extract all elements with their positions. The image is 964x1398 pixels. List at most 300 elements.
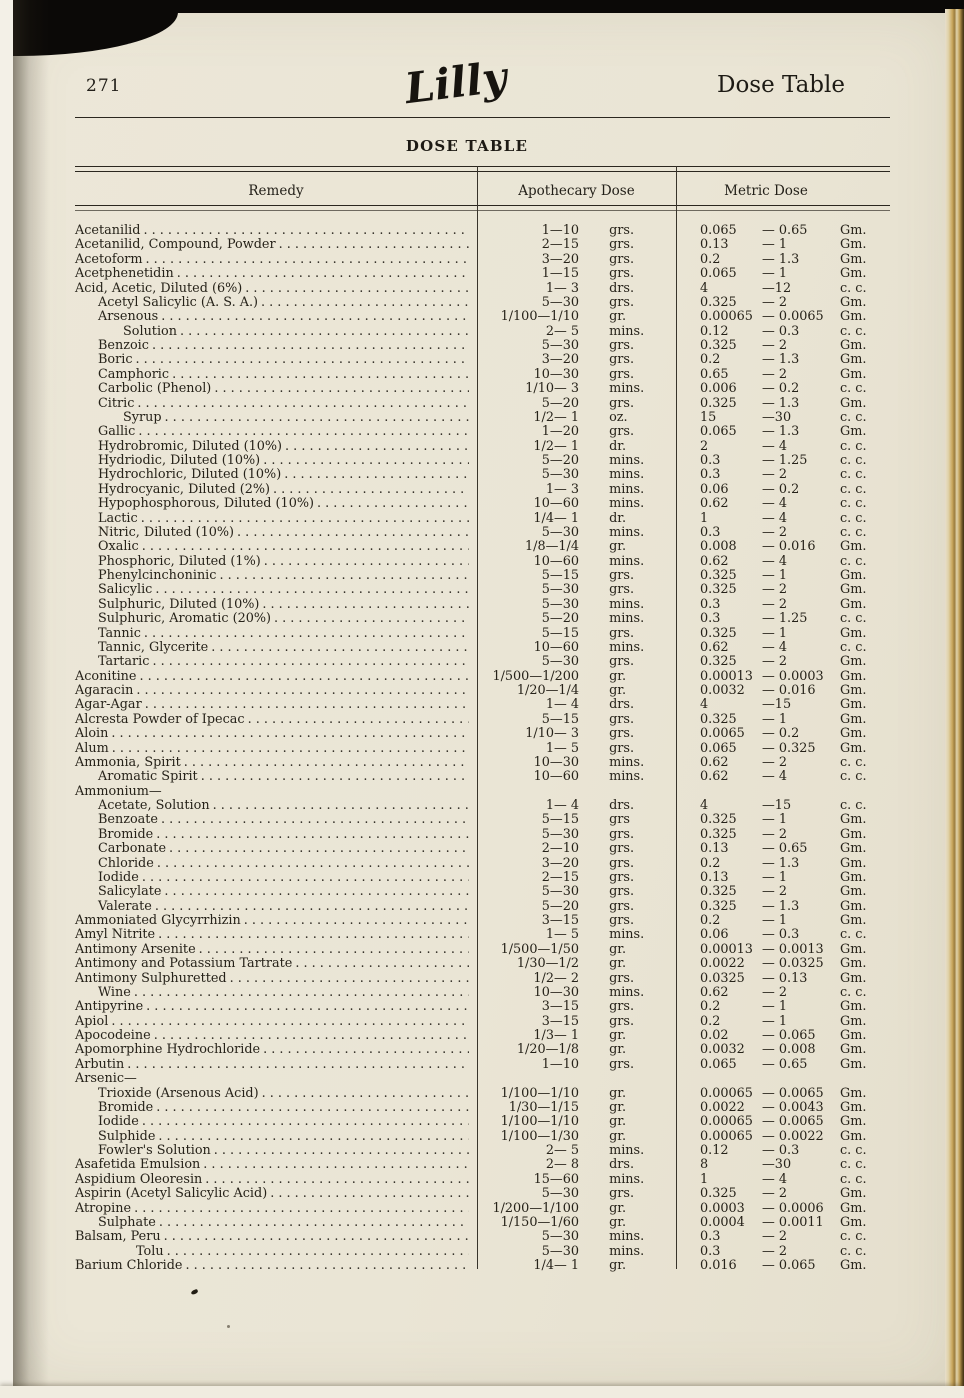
apothecary-unit: mins. bbox=[609, 323, 645, 339]
apothecary-unit: mins. bbox=[609, 496, 645, 512]
remedy-name: Antimony and Potassium Tartrate bbox=[75, 956, 293, 972]
table-row bbox=[75, 928, 890, 942]
dot-leader bbox=[261, 296, 469, 310]
remedy-name: Acetanilid, Compound, Powder bbox=[75, 237, 276, 253]
remedy-cell bbox=[75, 785, 477, 799]
apothecary-unit: gr. bbox=[609, 1214, 627, 1230]
remedy-cell bbox=[75, 1158, 477, 1172]
metric-unit: Gm. bbox=[840, 654, 867, 670]
dot-leader bbox=[237, 526, 469, 540]
apothecary-unit: grs. bbox=[609, 970, 635, 986]
metric-max: — 0.0065 bbox=[762, 1085, 824, 1101]
apothecary-unit: gr. bbox=[609, 1200, 627, 1216]
metric-dose-cell bbox=[676, 425, 890, 439]
metric-dose-cell bbox=[676, 1187, 890, 1201]
metric-dose-cell bbox=[676, 842, 890, 856]
apothecary-range: 10—60 bbox=[533, 769, 579, 785]
dot-leader bbox=[136, 353, 470, 367]
metric-unit: Gm. bbox=[840, 625, 867, 641]
remedy-cell bbox=[75, 1216, 477, 1230]
metric-dose-cell bbox=[676, 928, 890, 942]
metric-max: — 2 bbox=[762, 826, 788, 842]
dot-leader bbox=[157, 857, 469, 871]
apothecary-range: 1/30—1/2 bbox=[516, 956, 579, 972]
remedy-name: Sulphuric, Aromatic (20%) bbox=[98, 611, 272, 627]
apothecary-range: 3—20 bbox=[541, 855, 579, 871]
table-row bbox=[75, 813, 890, 827]
table-row bbox=[75, 914, 890, 928]
apothecary-range: 5—30 bbox=[541, 524, 579, 540]
apothecary-range: 5—30 bbox=[541, 582, 579, 598]
apothecary-range: 1/8—1/4 bbox=[525, 539, 579, 555]
apothecary-unit: grs. bbox=[609, 237, 635, 253]
apothecary-range: 5—30 bbox=[541, 1186, 579, 1202]
metric-min: 1 bbox=[700, 1171, 709, 1187]
dot-leader bbox=[158, 928, 469, 942]
apothecary-range: 10—30 bbox=[533, 366, 579, 382]
metric-max: — 2 bbox=[762, 524, 788, 540]
metric-max: — 2 bbox=[762, 884, 788, 900]
metric-min: 0.2 bbox=[700, 1013, 721, 1029]
metric-min: 15 bbox=[700, 409, 717, 425]
dot-leader bbox=[161, 813, 469, 827]
metric-dose-cell bbox=[676, 282, 890, 296]
metric-min: 0.0065 bbox=[700, 726, 745, 742]
remedy-name: Amyl Nitrite bbox=[75, 927, 156, 943]
apothecary-range: 5—30 bbox=[541, 884, 579, 900]
metric-unit: Gm. bbox=[840, 366, 867, 382]
metric-unit: Gm. bbox=[840, 1128, 867, 1144]
remedy-name: Antipyrine bbox=[75, 999, 144, 1015]
apothecary-dose-cell bbox=[477, 670, 676, 684]
apothecary-unit: mins. bbox=[609, 927, 645, 943]
metric-min: 0.3 bbox=[700, 524, 721, 540]
metric-unit: Gm. bbox=[840, 223, 867, 238]
dot-leader bbox=[262, 598, 469, 612]
metric-dose-cell bbox=[676, 583, 890, 597]
metric-dose-cell bbox=[676, 1115, 890, 1129]
metric-min: 0.325 bbox=[700, 582, 737, 598]
remedy-cell bbox=[75, 224, 477, 238]
metric-min: 0.2 bbox=[700, 352, 721, 368]
apothecary-unit: mins. bbox=[609, 769, 645, 785]
metric-dose-cell bbox=[676, 986, 890, 1000]
apothecary-dose-cell bbox=[477, 526, 676, 540]
metric-unit: Gm. bbox=[840, 582, 867, 598]
remedy-cell bbox=[75, 857, 477, 871]
apothecary-dose-cell bbox=[477, 368, 676, 382]
apothecary-dose-cell bbox=[477, 785, 676, 799]
metric-unit: c. c. bbox=[840, 769, 867, 785]
metric-min: 0.065 bbox=[700, 223, 737, 238]
remedy-name: Tannic bbox=[98, 625, 141, 641]
metric-unit: Gm. bbox=[840, 826, 867, 842]
metric-dose-cell bbox=[676, 310, 890, 324]
apothecary-dose-cell bbox=[477, 1245, 676, 1259]
apothecary-dose-cell bbox=[477, 1259, 676, 1273]
metric-max: — 0.008 bbox=[762, 1042, 816, 1058]
table-row bbox=[75, 238, 890, 252]
metric-max: — 2 bbox=[762, 467, 788, 483]
table-row bbox=[75, 1029, 890, 1043]
remedy-name: Acid, Acetic, Diluted (6%) bbox=[75, 280, 243, 296]
dot-leader bbox=[184, 756, 469, 770]
metric-unit: c. c. bbox=[840, 453, 867, 468]
table-row bbox=[75, 1230, 890, 1244]
metric-max: —30 bbox=[762, 1157, 792, 1173]
apothecary-range: 1— 4 bbox=[545, 697, 579, 713]
apothecary-range: 1/2— 1 bbox=[533, 409, 579, 425]
metric-min: 0.325 bbox=[700, 898, 737, 914]
metric-unit: Gm. bbox=[840, 898, 867, 914]
remedy-name: Arbutin bbox=[75, 1056, 125, 1072]
remedy-name: Boric bbox=[98, 352, 133, 368]
remedy-cell bbox=[75, 1000, 477, 1014]
apothecary-unit: mins. bbox=[609, 596, 645, 612]
apothecary-unit: grs. bbox=[609, 266, 635, 282]
apothecary-range: 5—30 bbox=[541, 1229, 579, 1245]
table-row bbox=[75, 885, 890, 899]
remedy-cell bbox=[75, 1144, 477, 1158]
apothecary-unit: mins. bbox=[609, 754, 645, 770]
apothecary-unit: mins. bbox=[609, 524, 645, 540]
apothecary-range: 1/150—1/60 bbox=[500, 1214, 579, 1230]
metric-dose-cell bbox=[676, 698, 890, 712]
metric-max: — 1.3 bbox=[762, 424, 800, 440]
metric-min: 0.0325 bbox=[700, 970, 745, 986]
metric-min: 0.325 bbox=[700, 294, 737, 310]
apothecary-dose-cell bbox=[477, 382, 676, 396]
apothecary-range: 1/20—1/8 bbox=[516, 1042, 579, 1058]
dot-leader bbox=[156, 1101, 469, 1115]
apothecary-dose-cell bbox=[477, 1202, 676, 1216]
metric-dose-cell bbox=[676, 857, 890, 871]
metric-min: 0.325 bbox=[700, 711, 737, 727]
remedy-cell bbox=[75, 282, 477, 296]
metric-dose-cell bbox=[676, 497, 890, 511]
metric-unit: c. c. bbox=[840, 524, 867, 540]
remedy-cell bbox=[75, 698, 477, 712]
dot-leader bbox=[145, 698, 469, 712]
apothecary-unit: gr. bbox=[609, 309, 627, 325]
remedy-cell bbox=[75, 454, 477, 468]
metric-unit: Gm. bbox=[840, 237, 867, 253]
apothecary-dose-cell bbox=[477, 885, 676, 899]
remedy-name: Hydrocyanic, Diluted (2%) bbox=[98, 481, 271, 497]
metric-unit: Gm. bbox=[840, 395, 867, 411]
metric-dose-cell bbox=[676, 468, 890, 482]
apothecary-unit: grs. bbox=[609, 884, 635, 900]
apothecary-range: 5—20 bbox=[541, 453, 579, 468]
metric-unit: Gm. bbox=[840, 726, 867, 742]
metric-unit: Gm. bbox=[840, 1258, 867, 1273]
metric-dose-cell bbox=[676, 1015, 890, 1029]
remedy-name: Salicylic bbox=[98, 582, 153, 598]
metric-min: 0.016 bbox=[700, 1258, 737, 1273]
apothecary-range: 1/2— 1 bbox=[533, 438, 579, 454]
apothecary-range: 5—30 bbox=[541, 1243, 579, 1259]
metric-dose-cell bbox=[676, 957, 890, 971]
table-row bbox=[75, 411, 890, 425]
metric-unit: Gm. bbox=[840, 596, 867, 612]
metric-max: — 1.3 bbox=[762, 352, 800, 368]
metric-max: — 0.0013 bbox=[762, 941, 824, 957]
table-row bbox=[75, 612, 890, 626]
remedy-cell bbox=[75, 900, 477, 914]
apothecary-dose-cell bbox=[477, 253, 676, 267]
metric-dose-cell bbox=[676, 598, 890, 612]
apothecary-unit: grs. bbox=[609, 654, 635, 670]
remedy-cell bbox=[75, 770, 477, 784]
metric-unit: c. c. bbox=[840, 639, 867, 655]
metric-unit: Gm. bbox=[840, 855, 867, 871]
remedy-cell bbox=[75, 497, 477, 511]
metric-unit: Gm. bbox=[840, 1013, 867, 1029]
apothecary-dose-cell bbox=[477, 1029, 676, 1043]
metric-min: 0.0022 bbox=[700, 956, 745, 972]
apothecary-unit: mins. bbox=[609, 611, 645, 627]
remedy-cell bbox=[75, 1115, 477, 1129]
apothecary-range: 10—60 bbox=[533, 553, 579, 569]
metric-max: — 1.25 bbox=[762, 453, 808, 468]
apothecary-unit: drs. bbox=[609, 697, 635, 713]
remedy-cell bbox=[75, 1015, 477, 1029]
table-row bbox=[75, 1000, 890, 1014]
metric-max: — 0.65 bbox=[762, 1056, 808, 1072]
dot-leader bbox=[164, 885, 469, 899]
dot-leader bbox=[180, 325, 469, 339]
table-row bbox=[75, 655, 890, 669]
metric-unit: c. c. bbox=[840, 1243, 867, 1259]
metric-unit: Gm. bbox=[840, 884, 867, 900]
dot-leader bbox=[167, 1245, 469, 1259]
remedy-name: Sulphide bbox=[98, 1128, 156, 1144]
metric-dose-cell bbox=[676, 296, 890, 310]
metric-max: — 1 bbox=[762, 869, 788, 885]
metric-dose-cell bbox=[676, 1230, 890, 1244]
remedy-cell bbox=[75, 598, 477, 612]
metric-unit: c. c. bbox=[840, 927, 867, 943]
apothecary-range: 1— 3 bbox=[545, 481, 579, 497]
metric-min: 4 bbox=[700, 697, 709, 713]
apothecary-range: 1—10 bbox=[541, 1056, 579, 1072]
apothecary-dose-cell bbox=[477, 871, 676, 885]
apothecary-unit: grs. bbox=[609, 625, 635, 641]
metric-unit: Gm. bbox=[840, 869, 867, 885]
apothecary-dose-cell bbox=[477, 1015, 676, 1029]
apothecary-dose-cell bbox=[477, 799, 676, 813]
apothecary-dose-cell bbox=[477, 986, 676, 1000]
table-row bbox=[75, 641, 890, 655]
remedy-name: Carbonate bbox=[98, 841, 167, 857]
metric-max: — 2 bbox=[762, 754, 788, 770]
metric-dose-cell bbox=[676, 943, 890, 957]
table-rows bbox=[75, 224, 890, 1273]
lilly-script-logo bbox=[395, 50, 535, 116]
column-header-apothecary-dose: Apothecary Dose bbox=[518, 183, 635, 199]
dot-leader bbox=[142, 540, 469, 554]
remedy-name: Arsenic— bbox=[75, 1071, 137, 1087]
metric-max: — 1.3 bbox=[762, 251, 800, 267]
table-row bbox=[75, 684, 890, 698]
apothecary-dose-cell bbox=[477, 583, 676, 597]
apothecary-unit: grs. bbox=[609, 251, 635, 267]
metric-min: 0.325 bbox=[700, 1186, 737, 1202]
apothecary-unit: grs. bbox=[609, 855, 635, 871]
metric-min: 0.065 bbox=[700, 266, 737, 282]
apothecary-dose-cell bbox=[477, 540, 676, 554]
remedy-name: Antimony Arsenite bbox=[75, 941, 196, 957]
apothecary-dose-cell bbox=[477, 1144, 676, 1158]
apothecary-dose-cell bbox=[477, 1230, 676, 1244]
metric-min: 0.2 bbox=[700, 251, 721, 267]
metric-unit: Gm. bbox=[840, 568, 867, 583]
metric-unit: c. c. bbox=[840, 611, 867, 627]
remedy-name: Aromatic Spirit bbox=[98, 769, 198, 785]
metric-unit: c. c. bbox=[840, 1157, 867, 1173]
apothecary-unit: grs. bbox=[609, 294, 635, 310]
apothecary-dose-cell bbox=[477, 483, 676, 497]
apothecary-dose-cell bbox=[477, 468, 676, 482]
remedy-name: Barium Chloride bbox=[75, 1258, 183, 1273]
apothecary-range: 2— 8 bbox=[545, 1157, 579, 1173]
metric-min: 0.00065 bbox=[700, 1085, 753, 1101]
metric-max: — 0.0043 bbox=[762, 1099, 824, 1115]
page-number: 271 bbox=[86, 76, 122, 96]
metric-min: 0.00065 bbox=[700, 1114, 753, 1130]
dot-leader bbox=[169, 842, 469, 856]
metric-max: — 1 bbox=[762, 913, 788, 928]
table-row bbox=[75, 224, 890, 238]
apothecary-dose-cell bbox=[477, 1072, 676, 1086]
table-row bbox=[75, 742, 890, 756]
dot-leader bbox=[165, 411, 469, 425]
apothecary-unit: grs. bbox=[609, 869, 635, 885]
apothecary-unit: grs. bbox=[609, 826, 635, 842]
metric-max: — 1.25 bbox=[762, 611, 808, 627]
dot-leader bbox=[136, 684, 469, 698]
metric-min: 0.3 bbox=[700, 1243, 721, 1259]
remedy-cell bbox=[75, 310, 477, 324]
ink-speck bbox=[227, 1325, 230, 1328]
table-row bbox=[75, 670, 890, 684]
metric-dose-cell bbox=[676, 684, 890, 698]
table-row bbox=[75, 267, 890, 281]
metric-min: 0.325 bbox=[700, 812, 737, 828]
metric-dose-cell bbox=[676, 1029, 890, 1043]
metric-max: — 0.0003 bbox=[762, 668, 824, 684]
apothecary-dose-cell bbox=[477, 1130, 676, 1144]
apothecary-unit: grs. bbox=[609, 338, 635, 353]
apothecary-range: 1— 4 bbox=[545, 798, 579, 813]
table-row bbox=[75, 972, 890, 986]
metric-min: 0.0032 bbox=[700, 1042, 745, 1058]
apothecary-unit: gr. bbox=[609, 539, 627, 555]
remedy-name: Apocodeine bbox=[75, 1028, 151, 1043]
remedy-cell bbox=[75, 986, 477, 1000]
remedy-name: Tartaric bbox=[98, 654, 150, 670]
remedy-name: Tannic, Glycerite bbox=[98, 639, 209, 655]
remedy-name: Bromide bbox=[98, 826, 154, 842]
metric-min: 0.00013 bbox=[700, 668, 753, 684]
table-row bbox=[75, 943, 890, 957]
apothecary-unit: oz. bbox=[609, 409, 628, 425]
remedy-name: Phenylcinchoninic bbox=[98, 568, 217, 583]
apothecary-range: 1—15 bbox=[541, 266, 579, 282]
metric-dose-cell bbox=[676, 339, 890, 353]
metric-min: 0.00013 bbox=[700, 941, 753, 957]
remedy-cell bbox=[75, 713, 477, 727]
apothecary-unit: grs bbox=[609, 812, 630, 828]
apothecary-dose-cell bbox=[477, 454, 676, 468]
remedy-name: Aloin bbox=[75, 726, 109, 742]
metric-max: — 1 bbox=[762, 999, 788, 1015]
remedy-cell bbox=[75, 842, 477, 856]
metric-max: —12 bbox=[762, 280, 792, 296]
metric-max: — 0.65 bbox=[762, 223, 808, 238]
apothecary-dose-cell bbox=[477, 928, 676, 942]
apothecary-unit: grs. bbox=[609, 1013, 635, 1029]
apothecary-range: 1/200—1/100 bbox=[492, 1200, 579, 1216]
remedy-name: Solution bbox=[123, 323, 177, 339]
table-row bbox=[75, 468, 890, 482]
metric-min: 0.12 bbox=[700, 323, 729, 339]
table-row bbox=[75, 325, 890, 339]
apothecary-dose-cell bbox=[477, 353, 676, 367]
table-row bbox=[75, 828, 890, 842]
metric-max: — 1 bbox=[762, 266, 788, 282]
metric-unit: Gm. bbox=[840, 913, 867, 928]
metric-max: — 0.2 bbox=[762, 726, 800, 742]
metric-min: 0.0003 bbox=[700, 1200, 745, 1216]
remedy-name: Alum bbox=[75, 740, 109, 756]
table-row bbox=[75, 1043, 890, 1057]
remedy-name: Ammonia, Spirit bbox=[75, 754, 181, 770]
metric-min: 0.62 bbox=[700, 639, 729, 655]
metric-unit: c. c. bbox=[840, 798, 867, 813]
dot-leader bbox=[264, 555, 469, 569]
metric-min: 0.325 bbox=[700, 884, 737, 900]
metric-unit: Gm. bbox=[840, 970, 867, 986]
remedy-name: Tolu bbox=[136, 1243, 164, 1259]
apothecary-unit: grs. bbox=[609, 424, 635, 440]
table-row bbox=[75, 310, 890, 324]
metric-min: 8 bbox=[700, 1157, 709, 1173]
remedy-name: Agar-Agar bbox=[75, 697, 142, 713]
apothecary-range: 1— 5 bbox=[545, 740, 579, 756]
metric-max: — 2 bbox=[762, 1229, 788, 1245]
apothecary-range: 15—60 bbox=[533, 1171, 579, 1187]
metric-min: 0.65 bbox=[700, 366, 729, 382]
metric-dose-cell bbox=[676, 397, 890, 411]
metric-dose-cell bbox=[676, 742, 890, 756]
column-header-metric-dose: Metric Dose bbox=[724, 183, 808, 199]
table-row bbox=[75, 1187, 890, 1201]
metric-unit: Gm. bbox=[840, 668, 867, 684]
table-row bbox=[75, 713, 890, 727]
metric-dose-cell bbox=[676, 756, 890, 770]
apothecary-unit: gr. bbox=[609, 1085, 627, 1101]
remedy-name: Aspirin (Acetyl Salicylic Acid) bbox=[75, 1186, 268, 1202]
remedy-name: Antimony Sulphuretted bbox=[75, 970, 227, 986]
metric-unit: c. c. bbox=[840, 481, 867, 497]
apothecary-dose-cell bbox=[477, 1115, 676, 1129]
remedy-name: Acetoform bbox=[75, 251, 143, 267]
dot-leader bbox=[285, 440, 469, 454]
metric-max: — 0.325 bbox=[762, 740, 816, 756]
dot-leader bbox=[263, 454, 469, 468]
apothecary-range: 2—15 bbox=[541, 237, 579, 253]
